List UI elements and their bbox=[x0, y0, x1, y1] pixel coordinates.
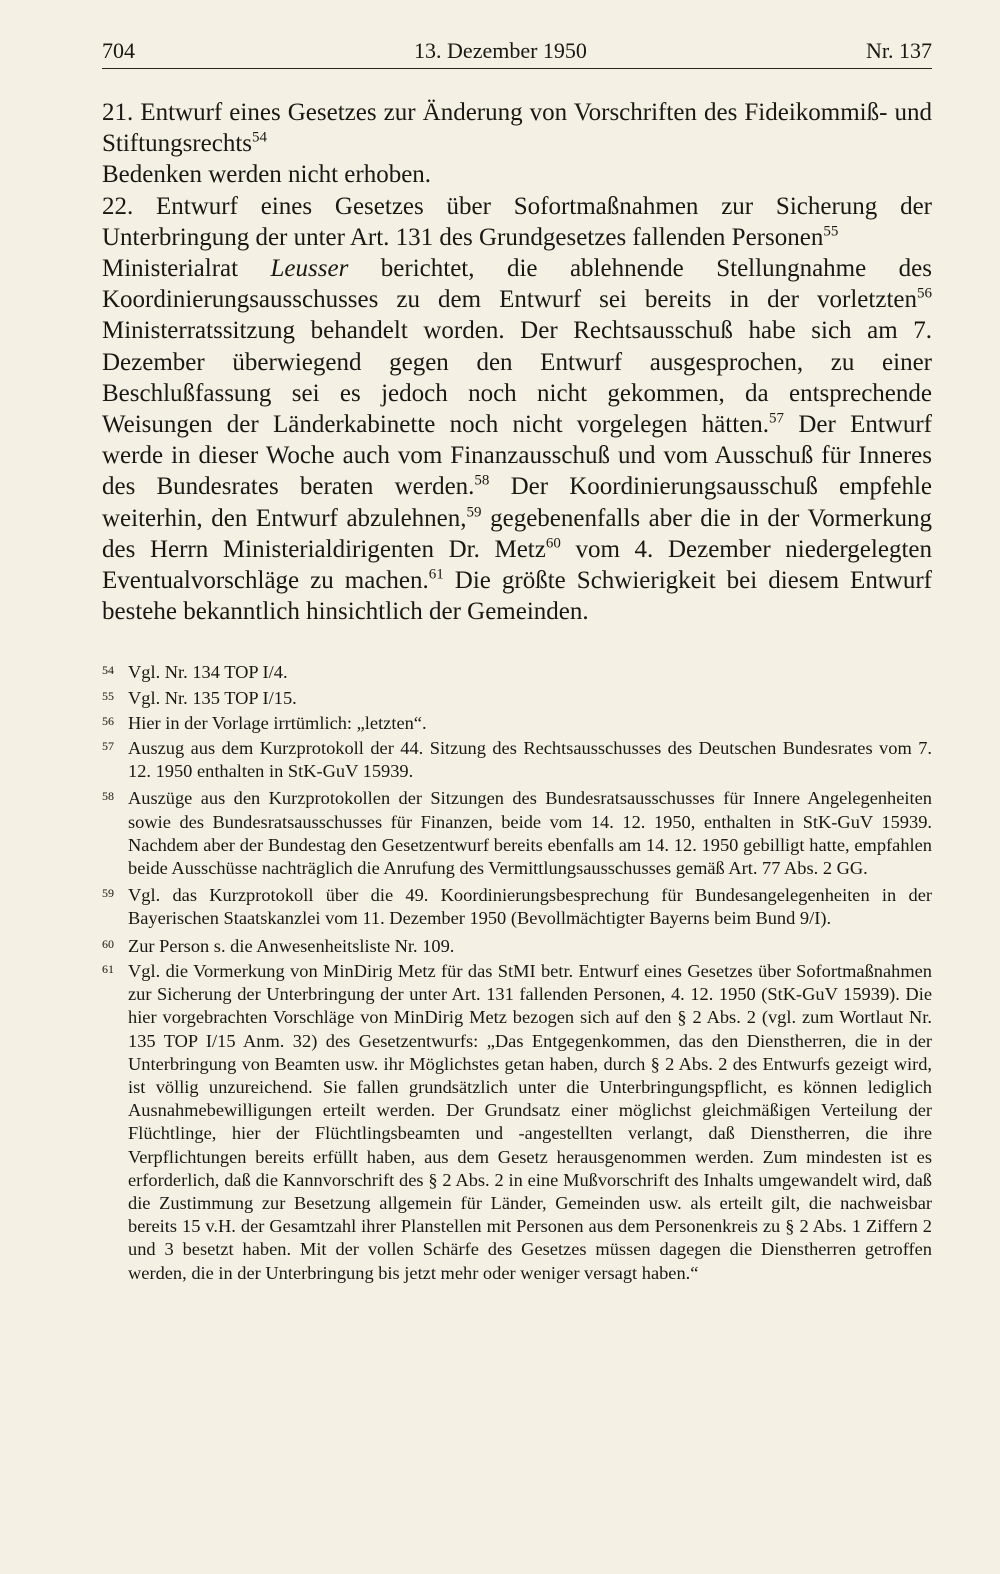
footnote-ref: 55 bbox=[823, 223, 839, 240]
running-header bbox=[102, 38, 932, 69]
footnote: 56 Hier in der Vorlage irrtümlich: „letzten“. bbox=[102, 712, 427, 733]
item-21-text: Bedenken werden nicht erhoben. bbox=[102, 161, 432, 189]
item-22-paragraph: Ministerialrat Leusser berichtet, die ablehnende Stellungnahme des Koordinierungsausschusses zu dem Entwurf sei bereits in der vorletzten$^{56}$ Ministerratssitzung behandelt worden. Der Rechtsausschuß habe sich am 7. Dezember überwiegend gegen den Entwurf ausgesprochen, zu einer Beschlußfassung sei es jedoch noch nicht gekommen, da entsprechende Weisungen der Länderkabinette noch nicht vorgelegen hätten.$^{57}$ Der Entwurf werde in dieser Woche auch vom Finanzausschuß und vom Ausschuß für Inneres des Bundesrates beraten werden.$^{58}$ Der Koordinierungsausschuß empfehle weiterhin, den Entwurf abzulehnen,$^{59}$ gegebenenfalls aber die in der Vormerkung des Herrn Ministerialdirigenten Dr. Metz$^{60}$ vom 4. Dezember niedergelegten Eventualvorschläge zu machen.$^{61}$ Die größte Schwierigkeit bei diesem Entwurf bestehe bekanntlich hinsichtlich der Gemeinden. bbox=[102, 255, 932, 626]
item-21-title: 21. Entwurf eines Gesetzes zur Änderung von Vorschriften des Fideikommiß- und Stiftungsrechts$^{54}$ bbox=[102, 99, 932, 158]
footnote-ref: 57 bbox=[769, 410, 785, 427]
footnote-ref: 58 bbox=[474, 473, 490, 490]
footnote: 55 Vgl. Nr. 135 TOP I/15. bbox=[102, 687, 297, 708]
footnote-ref: 61 bbox=[428, 566, 444, 583]
footnote-ref: 54 bbox=[252, 129, 267, 146]
footnote: 59 Vgl. das Kurzprotokoll über die 49. Koordinierungsbesprechung für Bundesangelegenheiten in der Bayerischen Staatskanzlei vom 11. Dezember 1950 (Bevollmächtigter Bayerns beim Bund 9/I). bbox=[102, 885, 932, 929]
header-date: 13. Dezember 1950 bbox=[414, 38, 587, 63]
item-22-title: 22. Entwurf eines Gesetzes über Sofortmaßnahmen zur Sicherung der Unterbringung der unter Art. 131 des Grundgesetzes fallenden Personen$^{55}$ bbox=[102, 192, 932, 251]
footnote: 61 Vgl. die Vormerkung von MinDirig Metz für das StMI betr. Entwurf eines Gesetzes über Sofortmaßnahmen zur Sicherung der Unterbringung der unter Art. 131 fallenden Personen, 4. 12. 1950 (StK-GuV 15939). Die hier vorgebrachten Vorschläge von MinDirig Metz bezogen sich auf den § 2 Abs. 2 (vgl. zum Wortlaut Nr. 135 TOP I/15 Anm. 32) des Gesetzentwurfs: „Das Entgegenkommen, das den Dienstherren, die in der Unterbringung von Beamten usw. ihr Möglichstes getan haben, durch § 2 Abs. 2 des Entwurfs gezeigt wird, ist völlig unzureichend. Sie fallen grundsätzlich unter die Unterbringungspflicht, es können lediglich Ausnahmebewilligungen erteilt werden. Der Grundsatz einer möglichst gleichmäßigen Verteilung der Flüchtlinge, hier der Flüchtlingsbeamten und -angestellten verlangt, daß Dienstherren, die ihre Verpflichtungen bereits erfüllt haben, aus dem Gesetz herausgenommen werden. Zum mindesten ist es erforderlich, daß die Kannvorschrift des § 2 Abs. 2 in eine Mußvorschrift des Inhalts umgewandelt wird, daß die Zustimmung zur Besetzung allgemein für Länder, Gemeinden usw. als erteilt gilt, die nachweisbar bereits 15 v.H. der Gesamtzahl ihrer Planstellen mit Personen aus dem Personenkreis zu § 2 Abs. 1 Ziffern 2 und 3 besetzt haben. Mit der vollen Schärfe des Gesetzes müssen dagegen die Dienstherren getroffen werden, die in der Unterbringung bis jetzt mehr oder weniger versagt haben.“ bbox=[102, 960, 932, 1283]
person-name: Leusser bbox=[270, 255, 349, 283]
page-number: 704 bbox=[102, 38, 135, 63]
footnote: 58 Auszüge aus den Kurzprotokollen der Sitzungen des Bundesratsausschusses für Innere Angelegenheiten sowie des Bundesratsausschusses für Finanzen, beide vom 14. 12. 1950, enthalten in StK-GuV 15939. Nachdem aber der Bundestag den Gesetzentwurf bereits ebenfalls am 14. 12. 1950 gebilligt hatte, empfahlen beide Ausschüsse nachträglich die Anrufung des Vermittlungsausschusses gemäß Art. 77 Abs. 2 GG. bbox=[102, 788, 932, 879]
footnote-ref: 56 bbox=[917, 285, 932, 302]
footnote: 54 Vgl. Nr. 134 TOP I/4. bbox=[102, 662, 288, 683]
header-issue: Nr. 137 bbox=[865, 38, 932, 63]
footnotes bbox=[102, 661, 932, 1284]
footnote: 57 Auszug aus dem Kurzprotokoll der 44. Sitzung des Rechtsausschusses des Deutschen Bundesrates vom 7. 12. 1950 enthalten in StK-GuV 15939. bbox=[102, 738, 932, 782]
footnote-ref: 59 bbox=[466, 504, 482, 521]
main-text bbox=[102, 97, 932, 627]
footnote: 60 Zur Person s. die Anwesenheitsliste Nr. 109. bbox=[102, 935, 455, 956]
footnote-ref: 60 bbox=[545, 535, 561, 552]
document-page bbox=[102, 38, 932, 1289]
